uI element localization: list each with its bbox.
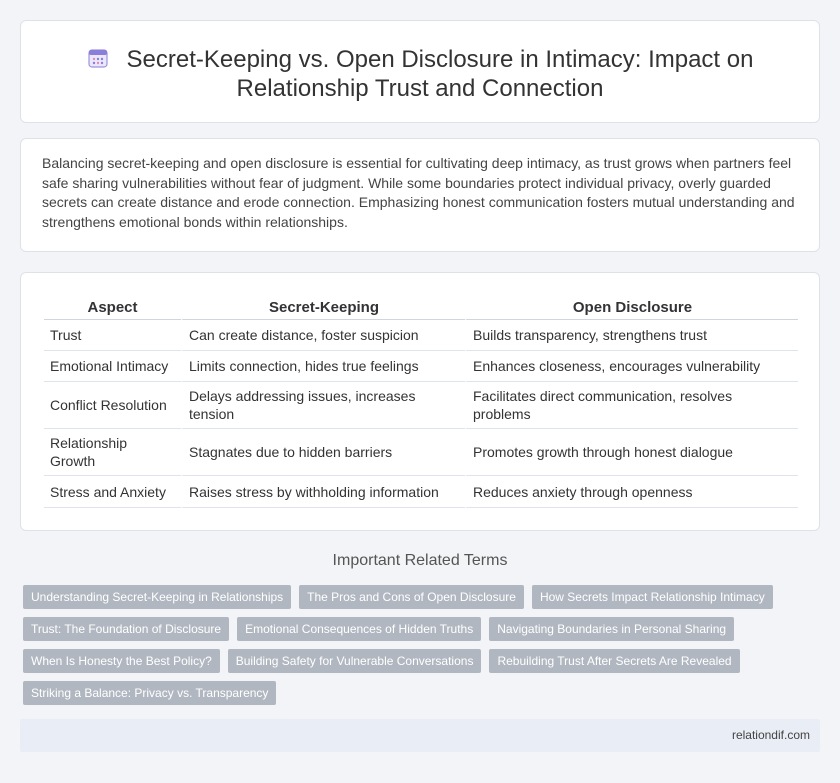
related-term-link[interactable]: Trust: The Foundation of Disclosure <box>23 617 229 641</box>
table-row <box>44 382 798 429</box>
table-row <box>44 476 798 508</box>
table-cell: Raises stress by withholding information <box>181 476 465 508</box>
related-term-link[interactable]: How Secrets Impact Relationship Intimacy <box>532 585 773 609</box>
table-header-row <box>44 297 798 320</box>
table-cell: Reduces anxiety through openness <box>465 476 798 508</box>
page-title: Secret-Keeping vs. Open Disclosure in Intimacy: Impact on Relationship Trust and Connection <box>126 46 754 102</box>
related-term-link[interactable]: Building Safety for Vulnerable Conversations <box>228 649 482 673</box>
table-row <box>44 351 798 382</box>
intro-paragraph: Balancing secret-keeping and open disclosure is essential for cultivating deep intimacy, as trust grows when partners feel safe sharing vulnerabilities without fear of judgment. While some boundaries protect individual privacy, overly guarded secrets can create distance and erode connection. Emphasizing honest communication fosters mutual understanding and strengthens emotional bonds within relationships. <box>42 155 795 230</box>
related-terms-heading: Important Related Terms <box>332 552 508 569</box>
table-cell: Emotional Intimacy <box>44 351 181 382</box>
intro-card <box>20 138 820 252</box>
page-title-container <box>21 45 819 103</box>
related-term-link[interactable]: The Pros and Cons of Open Disclosure <box>299 585 524 609</box>
comparison-table <box>44 297 798 508</box>
table-cell: Conflict Resolution <box>44 382 181 429</box>
related-term-link[interactable]: When Is Honesty the Best Policy? <box>23 649 220 673</box>
table-cell: Can create distance, foster suspicion <box>181 320 465 351</box>
table-cell: Enhances closeness, encourages vulnerability <box>465 351 798 382</box>
table-cell: Builds transparency, strengthens trust <box>465 320 798 351</box>
related-term-link[interactable]: Emotional Consequences of Hidden Truths <box>237 617 481 641</box>
title-card <box>20 20 820 123</box>
column-header: Secret-Keeping <box>181 297 465 320</box>
table-row <box>44 320 798 351</box>
footer-site-name: relationdif.com <box>731 728 810 742</box>
related-term-link[interactable]: Understanding Secret-Keeping in Relationships <box>23 585 291 609</box>
table-cell: Relationship Growth <box>44 429 181 476</box>
calendar-icon <box>87 47 109 69</box>
table-row <box>44 429 798 476</box>
table-cell: Stress and Anxiety <box>44 476 181 508</box>
related-term-link[interactable]: Navigating Boundaries in Personal Sharing <box>489 617 734 641</box>
table-cell: Delays addressing issues, increases tension <box>181 382 465 429</box>
related-terms-list <box>23 585 783 705</box>
comparison-table-card <box>20 272 820 531</box>
table-cell: Facilitates direct communication, resolves problems <box>465 382 798 429</box>
table-cell: Trust <box>44 320 181 351</box>
column-header: Open Disclosure <box>465 297 798 320</box>
table-cell: Limits connection, hides true feelings <box>181 351 465 382</box>
table-cell: Promotes growth through honest dialogue <box>465 429 798 476</box>
table-cell: Stagnates due to hidden barriers <box>181 429 465 476</box>
column-header: Aspect <box>44 297 181 320</box>
footer <box>20 719 820 752</box>
related-term-link[interactable]: Rebuilding Trust After Secrets Are Revealed <box>489 649 739 673</box>
related-term-link[interactable]: Striking a Balance: Privacy vs. Transparency <box>23 681 276 705</box>
